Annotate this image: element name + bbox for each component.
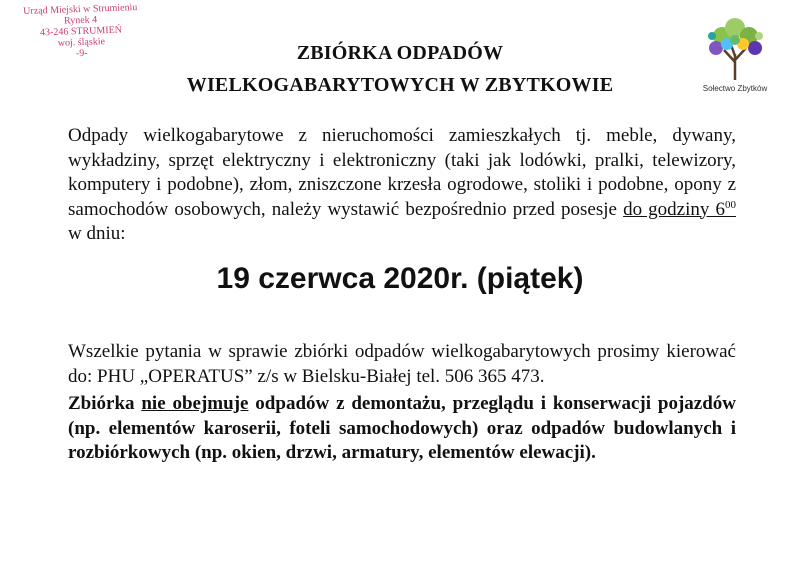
stamp-line: 43-246 STRUMIEŃ: [39, 24, 123, 39]
stamp-line: -9-: [75, 47, 88, 60]
paragraph-items: [68, 124, 736, 247]
deadline-minutes: 00: [725, 198, 737, 211]
logo-caption: Sołectwo Zbytków: [702, 84, 768, 93]
exclusions-prefix: Zbiórka: [68, 393, 142, 414]
exclusions-emphasis: nie obejmuje: [141, 393, 249, 414]
paragraph-exclusions: [68, 392, 736, 466]
page-title-line1: ZBIÓRKA ODPADÓW: [296, 42, 504, 64]
stamp-line: Rynek 4: [63, 14, 98, 27]
deadline-time: [623, 199, 736, 220]
deadline-hour: do godziny 6: [623, 198, 726, 220]
stamp-line: woj. śląskie: [57, 36, 106, 49]
page-title-line2: WIELKOGABARYTOWYCH W ZBYTKOWIE: [186, 74, 614, 96]
paragraph-items-text: Odpady wielkogabarytowe z nieruchomości zamieszkałych tj. meble, dywany, wykładziny, sprzęt elektryczny i elektroniczny (taki jak lodówki, pralki, telewizory, komputery i podobne), złom, zniszczone krzesła ogrodowe, stoliki i podobne, opony z samochodów osobowych, należy wystawić bezpośrednio przed posesje: [68, 125, 736, 220]
stamp-line: Urząd Miejski w Strumieniu: [22, 2, 138, 18]
paragraph-contact: Wszelkie pytania w sprawie zbiórki odpadów wielkogabarytowych prosimy kierować do: PHU „OPERATUS” z/s w Bielsku-Białej tel. 506 365 473.: [68, 341, 736, 387]
exclusions-rest: odpadów z demontażu, przeglądu i konserwacji pojazdów (np. elementów karoserii, foteli samochodowych) oraz odpadów budowlanych i rozbiórkowych (np. okien, drzwi, armatury, elementów elewacji).: [68, 393, 736, 463]
paragraph-items-suffix: w dniu:: [68, 223, 126, 244]
collection-date: 19 czerwca 2020r. (piątek): [216, 262, 584, 295]
